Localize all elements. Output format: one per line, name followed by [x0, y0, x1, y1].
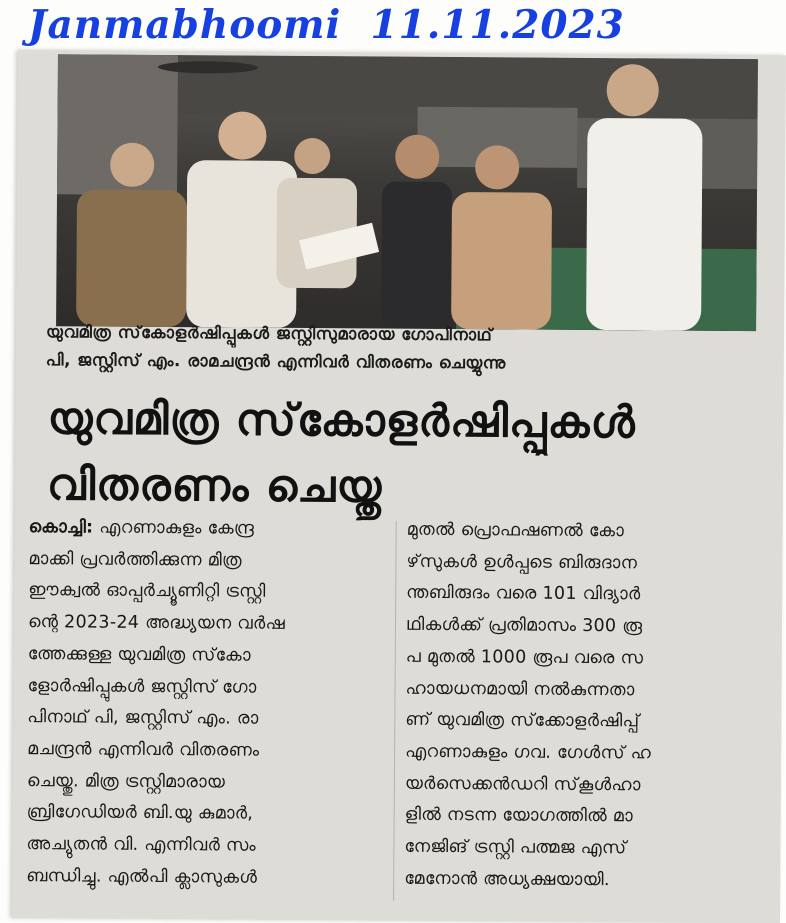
photo-icon [56, 54, 758, 331]
article-line: ന്തബിരുദം വരെ 101 വിദ്യാര്‍ [406, 583, 641, 605]
publication-name: Janmabhoomi [28, 2, 342, 48]
article-line: ണ് യുവമിത്ര സ്‌ക്കോളര്‍ഷിപ്പ് [405, 709, 640, 732]
article-headline [47, 386, 768, 523]
publication-date: 11.11.2023 [370, 2, 625, 48]
article-line: ഴ്‌സുകള്‍ ഉള്‍പ്പടെ ബിരുദാന [406, 551, 638, 574]
article-line: ബ്രിഗേഡിയര്‍ ബി.യു കുമാര്‍, [26, 802, 254, 824]
article-line: എറണാകുളം ഗവ. ഗേള്‍സ് ഹ [405, 741, 652, 764]
article-line: ഈക്വല്‍ ഓപ്പര്‍ച്യൂണിറ്റി ട്രസ്റ്റി [28, 580, 266, 603]
column-divider [393, 521, 397, 901]
article-line: അച്യുതന്‍ വി. എന്നിവര്‍ സം [26, 834, 257, 856]
article-column-left [26, 512, 385, 895]
article-column-right [404, 515, 757, 898]
article-line [29, 512, 385, 546]
article-line: ഹായധനമായി നല്‍കുന്നതാ [405, 678, 635, 700]
headline-line: യുവമിത്ര സ്‌കോളര്‍ഷിപ്പുകള്‍ [47, 393, 636, 449]
article-line: മുതല്‍ പ്രൊഫഷണല്‍ കോ [406, 519, 625, 542]
photo-caption [46, 318, 766, 379]
article-line: മാക്കി പ്രവര്‍ത്തിക്കുന്ന മിത്ര [28, 548, 242, 571]
article-line: ബന്ധിച്ചു. എല്‍പി ക്ലാസുകള്‍ [26, 865, 258, 888]
publication-header [28, 2, 625, 48]
article-line: ഥികള്‍ക്ക് പ്രതിമാസം 300 രൂ [405, 614, 643, 637]
article-line: ചെയ്തു. മിത്ര ട്രസ്റ്റിമാരായ [26, 770, 226, 793]
headline-line: വിതരണം ചെയ്തു [46, 459, 383, 513]
caption-line: യുവമിത്ര സ്‌കോളര്‍ഷിപ്പുകള്‍ ജസ്റ്റിസുമാരായ ഗോപിനാഥ് [45, 322, 493, 345]
article-line: ന്റെ 2023-24 അദ്ധ്യയന വര്‍ഷ [27, 612, 286, 634]
article-line: നേജിങ് ട്രസ്റ്റി പത്മജ എസ് [404, 836, 627, 859]
article-line: ളില്‍ നടന്ന യോഗത്തില്‍ മാ [404, 805, 633, 827]
article-line: പ മുതല്‍ 1000 രൂപ വരെ സ [405, 646, 644, 669]
article-line: യര്‍സെക്കന്‍ഡറി സ്‌കൂള്‍ഹാ [404, 773, 641, 795]
article-dateline: കൊച്ചി: [28, 517, 94, 538]
article-line: ത്തേക്കുള്ള യുവമിത്ര സ്‌കോ [27, 643, 251, 666]
caption-line: പി, ജസ്റ്റിസ് എം. രാമചന്ദ്രന്‍ എന്നിവര്‍ വിതരണം ചെയ്യുന്നു [45, 350, 506, 373]
article-line: പിനാഥ് പി, ജസ്റ്റിസ് എം. രാ [27, 707, 259, 729]
article-line: മചന്ദ്രന്‍ എന്നിവര്‍ വിതരണം [27, 739, 260, 761]
news-photo [56, 54, 758, 331]
newspaper-clipping [12, 50, 786, 923]
article-text: എറണാകുളം കേന്ദ്ര [99, 517, 255, 539]
article-line: മേനോന്‍ അധ്യക്ഷയായി. [404, 868, 610, 890]
article-line: ളോര്‍ഷിപ്പുകള്‍ ജസ്റ്റിസ് ഗോ [27, 675, 257, 698]
